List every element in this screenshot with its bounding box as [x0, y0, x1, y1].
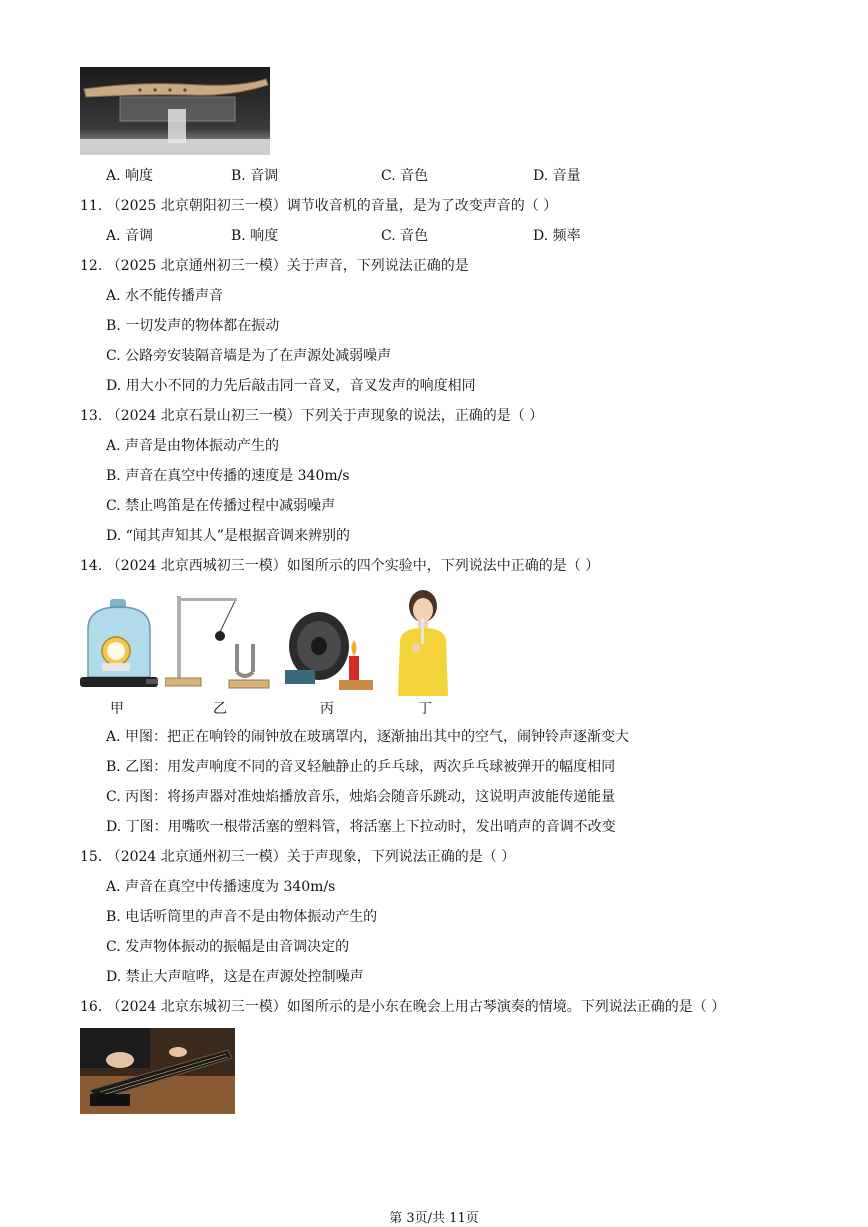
- q10-option-a[interactable]: A. 响度: [106, 168, 154, 184]
- bell-jar-figure: [80, 597, 158, 695]
- q13-option-a[interactable]: A. 声音是由物体振动产生的: [106, 438, 280, 454]
- q10-options: [106, 167, 806, 185]
- q15-option-d[interactable]: D. 禁止大声喧哗，这是在声源处控制噪声: [106, 969, 364, 985]
- q11-option-b[interactable]: B. 响度: [231, 228, 279, 244]
- figure-label-jia: 甲: [110, 701, 124, 717]
- q11-stem: 11. （2025 北京朝阳初三一模）调节收音机的音量，是为了改变声音的（ ）: [80, 198, 558, 214]
- figure-label-ding: 丁: [418, 701, 432, 717]
- q14-option-a[interactable]: A. 甲图：把正在响铃的闹钟放在玻璃罩内，逐渐抽出其中的空气，闹钟铃声逐渐变大: [106, 729, 630, 745]
- q12-stem: 12. （2025 北京通州初三一模）关于声音，下列说法正确的是: [80, 258, 469, 274]
- q15-option-b[interactable]: B. 电话听筒里的声音不是由物体振动产生的: [106, 909, 378, 925]
- q13-stem: 13. （2024 北京石景山初三一模）下列关于声现象的说法，正确的是（ ）: [80, 408, 544, 424]
- q11-option-a[interactable]: A. 音调: [106, 228, 154, 244]
- girl-whistle-figure: [388, 588, 458, 696]
- page-footer: 第 3页/共 11页: [389, 1211, 479, 1226]
- q14-option-c[interactable]: C. 丙图：将扬声器对准烛焰播放音乐，烛焰会随音乐跳动，这说明声波能传递能量: [106, 789, 616, 805]
- figure-label-yi: 乙: [213, 701, 227, 717]
- q13-option-c[interactable]: C. 禁止鸣笛是在传播过程中减弱噪声: [106, 498, 336, 514]
- q14-stem: 14. （2024 北京西城初三一模）如图所示的四个实验中，下列说法中正确的是（ ）: [80, 558, 600, 574]
- q14-option-b[interactable]: B. 乙图：用发声响度不同的音叉轻触静止的乒乓球，两次乒乓球被弹开的幅度相同: [106, 759, 616, 775]
- q15-option-a[interactable]: A. 声音在真空中传播速度为 340m/s: [106, 879, 336, 895]
- bone-flute-image: [80, 67, 270, 155]
- q16-stem: 16. （2024 北京东城初三一模）如图所示的是小东在晚会上用古琴演奏的情境。下列说法正确的是（ ）: [80, 999, 726, 1015]
- q13-option-b[interactable]: B. 声音在真空中传播的速度是 340m/s: [106, 468, 350, 484]
- q10-option-d[interactable]: D. 音量: [533, 168, 581, 184]
- q14-option-d[interactable]: D. 丁图：用嘴吹一根带活塞的塑料管，将活塞上下拉动时，发出哨声的音调不改变: [106, 819, 616, 835]
- q15-stem: 15. （2024 北京通州初三一模）关于声现象，下列说法正确的是（ ）: [80, 849, 516, 865]
- q11-option-d[interactable]: D. 频率: [533, 228, 581, 244]
- q13-option-d[interactable]: D. “闻其声知其人”是根据音调来辨别的: [106, 528, 350, 544]
- tuning-fork-figure: [165, 592, 275, 694]
- q12-option-b[interactable]: B. 一切发声的物体都在振动: [106, 318, 280, 334]
- q11-option-c[interactable]: C. 音色: [381, 228, 429, 244]
- guqin-photo: [80, 1028, 235, 1114]
- q15-option-c[interactable]: C. 发声物体振动的振幅是由音调决定的: [106, 939, 350, 955]
- q12-option-d[interactable]: D. 用大小不同的力先后敲击同一音叉，音叉发声的响度相同: [106, 378, 476, 394]
- q10-option-c[interactable]: C. 音色: [381, 168, 429, 184]
- speaker-candle-figure: [281, 604, 373, 694]
- q10-option-b[interactable]: B. 音调: [231, 168, 279, 184]
- figure-label-bing: 丙: [320, 701, 334, 717]
- q12-option-c[interactable]: C. 公路旁安装隔音墙是为了在声源处减弱噪声: [106, 348, 392, 364]
- q11-options: [106, 227, 806, 245]
- q12-option-a[interactable]: A. 水不能传播声音: [106, 288, 224, 304]
